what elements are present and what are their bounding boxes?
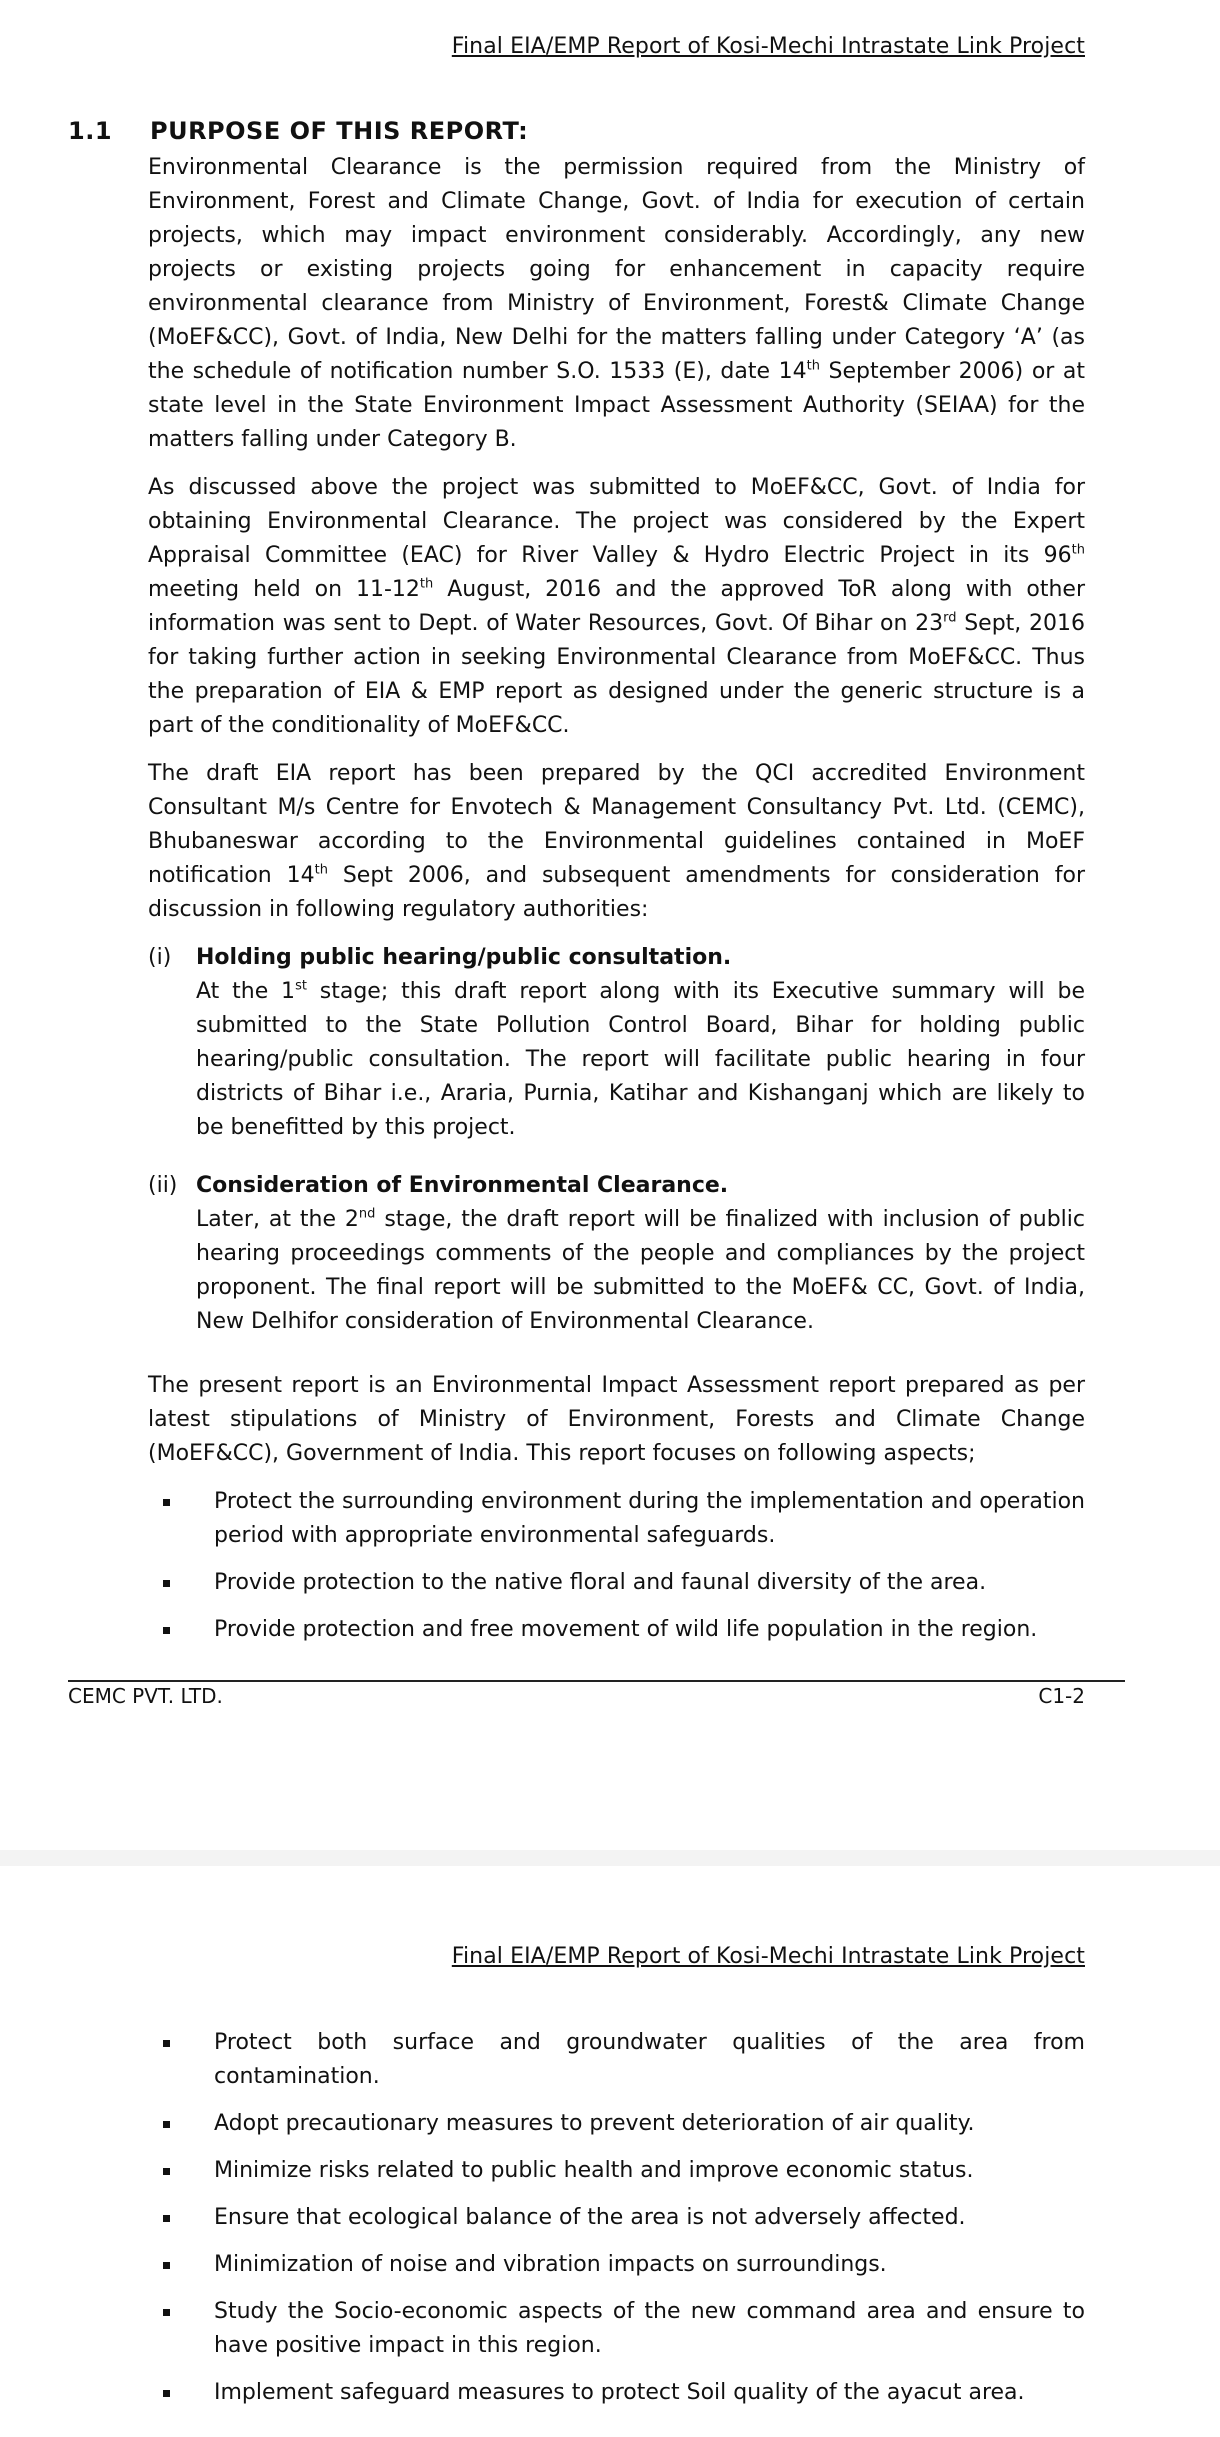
item-title: Consideration of Environmental Clearance. <box>196 1173 729 1198</box>
section-heading <box>68 117 528 145</box>
bullet-icon <box>163 2309 170 2316</box>
paragraph-2: As discussed above the project was submitted to MoEF&CC, Govt. of India for obtaining Environmental Clearance. The project was considered by the Expert Appraisal Committee (EAC) for River Valley & Hydro Electric Project in its 96th meeting held on 11-12th August, 2016 and the approved ToR along with other information was sent to Dept. of Water Resources, Govt. Of Bihar on 23rd Sept, 2016 for taking further action in seeking Environmental Clearance from MoEF&CC. Thus the preparation of EIA & EMP report as designed under the generic structure is a part of the conditionality of MoEF&CC. <box>148 475 1085 738</box>
paragraph-1: Environmental Clearance is the permission required from the Ministry of Environment, Forest and Climate Change, Govt. of India for execution of certain projects, which may impact environment considerably. Accordingly, any new projects or existing projects going for enhancement in capacity require environmental clearance from Ministry of Environment, Forest& Climate Change (MoEF&CC), Govt. of India, New Delhi for the matters falling under Category ‘A’ (as the schedule of notification number S.O. 1533 (E), date 14th September 2006) or at state level in the State Environment Impact Assessment Authority (SEIAA) for the matters falling under Category B. <box>148 155 1085 452</box>
running-header: Final EIA/EMP Report of Kosi-Mechi Intrastate Link Project <box>451 34 1085 59</box>
list-item: Minimization of noise and vibration impacts on surroundings. <box>148 2248 1085 2282</box>
bullet-icon <box>163 2215 170 2222</box>
section-number: 1.1 <box>68 117 113 145</box>
list-item: Ensure that ecological balance of the area is not adversely affected. <box>148 2201 1085 2235</box>
section-body <box>148 151 1085 1660</box>
bullet-icon <box>163 1627 170 1634</box>
list-item: Minimize risks related to public health and improve economic status. <box>148 2154 1085 2188</box>
item-marker: (i) <box>148 945 172 970</box>
bullet-icon <box>163 2168 170 2175</box>
bullet-icon <box>163 2262 170 2269</box>
list-item: Protect the surrounding environment during the implementation and operation period with appropriate environmental safeguards. <box>148 1485 1085 1553</box>
bullet-icon <box>163 2121 170 2128</box>
footer-company: CEMC PVT. LTD. <box>68 1684 223 1708</box>
list-item: Study the Socio-economic aspects of the new command area and ensure to have positive impact in this region. <box>148 2295 1085 2363</box>
item-marker: (ii) <box>148 1173 178 1198</box>
list-item: Protect both surface and groundwater qualities of the area from contamination. <box>148 2026 1085 2094</box>
list-item-i <box>148 941 1085 1145</box>
footer-page-number: C1-2 <box>1038 1684 1085 1708</box>
list-item-ii <box>148 1169 1085 1339</box>
section-body-continued <box>148 2026 1085 2423</box>
document-page-2 <box>0 1866 1220 2437</box>
item-text: At the 1st stage; this draft report along with its Executive summary will be submitted to the State Pollution Control Board, Bihar for holding public hearing/public consultation. The report will facilitate public hearing in four districts of Bihar i.e., Araria, Purnia, Katihar and Kishanganj which are likely to be benefitted by this project. <box>196 978 1085 1140</box>
item-text: Later, at the 2nd stage, the draft report will be finalized with inclusion of public hearing proceedings comments of the people and compliances by the project proponent. The final report will be submitted to the MoEF& CC, Govt. of India, New Delhifor consideration of Environmental Clearance. <box>196 1206 1085 1334</box>
aspects-list-page1 <box>148 1485 1085 1647</box>
bullet-icon <box>163 2390 170 2397</box>
bullet-icon <box>163 2040 170 2047</box>
aspects-list-page2 <box>148 2026 1085 2410</box>
list-item: Adopt precautionary measures to prevent deterioration of air quality. <box>148 2107 1085 2141</box>
paragraph-3: The draft EIA report has been prepared by the QCI accredited Environment Consultant M/s Centre for Envotech & Management Consultancy Pvt. Ltd. (CEMC), Bhubaneswar according to the Environmental guidelines contained in MoEF notification 14th Sept 2006, and subsequent amendments for consideration for discussion in following regulatory authorities: <box>148 761 1085 922</box>
paragraph-4: The present report is an Environmental Impact Assessment report prepared as per latest stipulations of Ministry of Environment, Forests and Climate Change (MoEF&CC), Government of India. This report focuses on following aspects; <box>148 1373 1085 1466</box>
list-item: Provide protection and free movement of wild life population in the region. <box>148 1613 1085 1647</box>
list-item: Implement safeguard measures to protect Soil quality of the ayacut area. <box>148 2376 1085 2410</box>
running-header: Final EIA/EMP Report of Kosi-Mechi Intrastate Link Project <box>451 1944 1085 1969</box>
bullet-icon <box>163 1499 170 1506</box>
section-title: PURPOSE OF THIS REPORT: <box>150 117 529 145</box>
list-item: Provide protection to the native floral and faunal diversity of the area. <box>148 1566 1085 1600</box>
item-title: Holding public hearing/public consultation. <box>196 945 732 970</box>
bullet-icon <box>163 1580 170 1587</box>
footer-divider <box>68 1680 1125 1682</box>
